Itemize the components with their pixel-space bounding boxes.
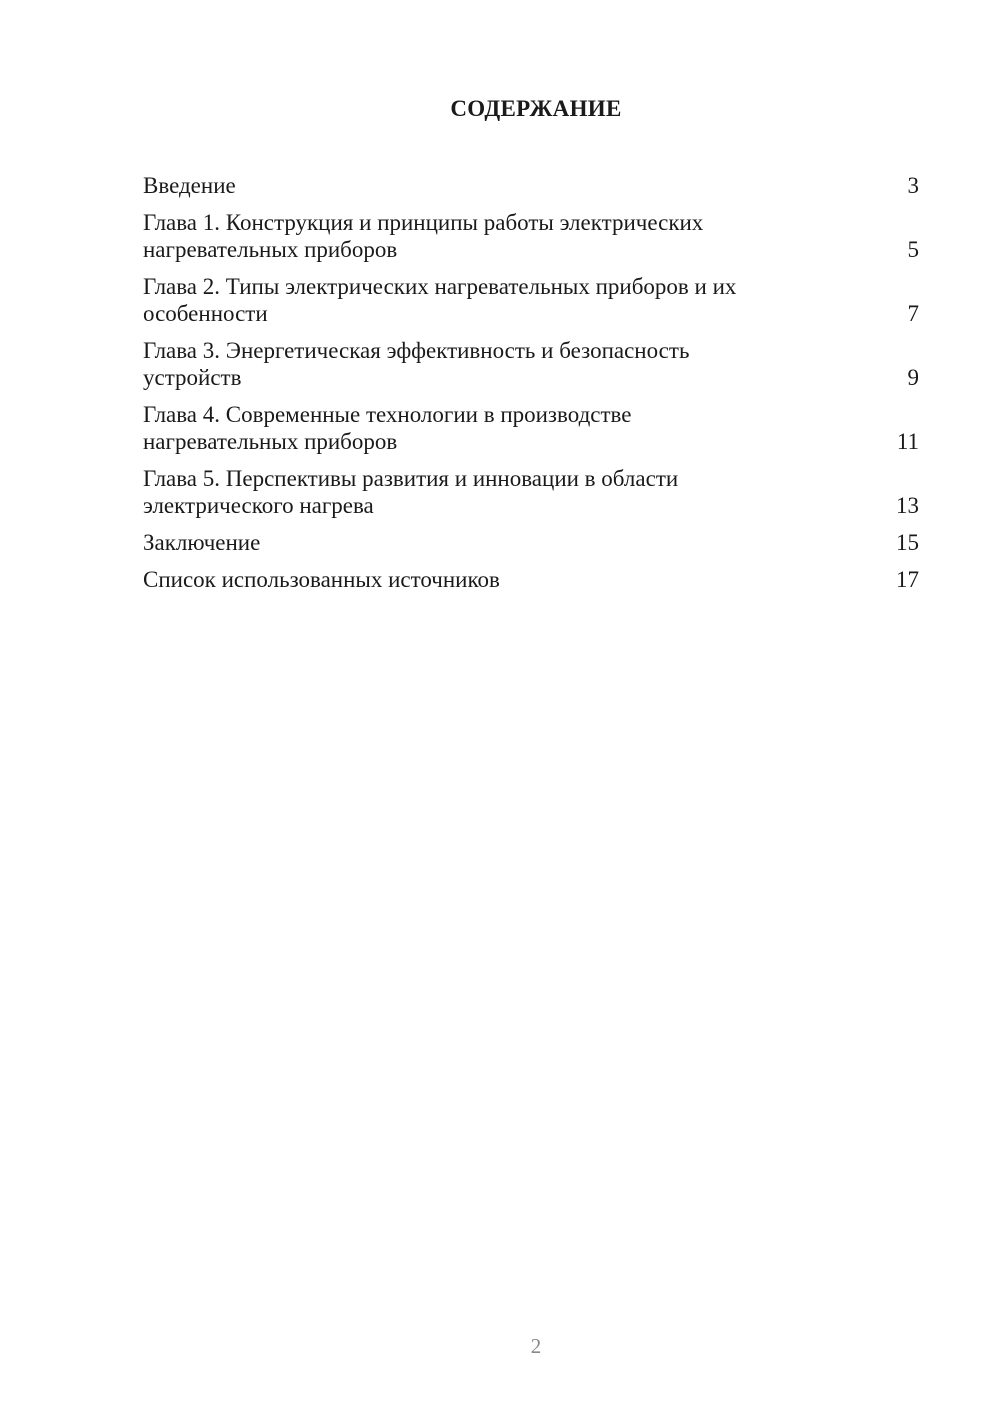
toc-entry-introduction[interactable] bbox=[143, 172, 919, 199]
toc-entry-title: Глава 1. Конструкция и принципы работы электрических нагревательных приборов bbox=[143, 210, 704, 262]
toc-heading: СОДЕРЖАНИЕ bbox=[450, 96, 622, 121]
toc-entry-page: 11 bbox=[896, 429, 919, 454]
toc-entry-chapter-3[interactable] bbox=[143, 337, 919, 391]
toc-entry-title: Список использованных источников bbox=[143, 567, 500, 592]
page-number: 2 bbox=[530, 1334, 542, 1358]
toc-entry-title: Заключение bbox=[143, 530, 261, 555]
toc-entry-title: Глава 4. Современные технологии в производстве нагревательных приборов bbox=[143, 402, 632, 454]
toc-entry-title: Введение bbox=[143, 173, 236, 198]
toc-entry-title: Глава 5. Перспективы развития и инновации в области электрического нагрева bbox=[143, 466, 679, 518]
toc-entry-title: Глава 3. Энергетическая эффективность и безопасность устройств bbox=[143, 338, 690, 390]
table-of-contents bbox=[143, 172, 919, 603]
toc-entry-conclusion[interactable] bbox=[143, 529, 919, 556]
toc-entry-chapter-1[interactable] bbox=[143, 209, 919, 263]
toc-entry-page: 13 bbox=[896, 493, 919, 518]
toc-entry-references[interactable] bbox=[143, 566, 919, 593]
toc-entry-page: 3 bbox=[907, 173, 919, 198]
toc-entry-page: 5 bbox=[907, 237, 919, 262]
toc-entry-page: 15 bbox=[896, 530, 919, 555]
toc-entry-title: Глава 2. Типы электрических нагревательных приборов и их особенности bbox=[143, 274, 737, 326]
toc-entry-chapter-5[interactable] bbox=[143, 465, 919, 519]
toc-entry-page: 7 bbox=[907, 301, 919, 326]
toc-entry-chapter-4[interactable] bbox=[143, 401, 919, 455]
toc-entry-chapter-2[interactable] bbox=[143, 273, 919, 327]
toc-entry-page: 9 bbox=[907, 365, 919, 390]
toc-entry-page: 17 bbox=[896, 567, 919, 592]
